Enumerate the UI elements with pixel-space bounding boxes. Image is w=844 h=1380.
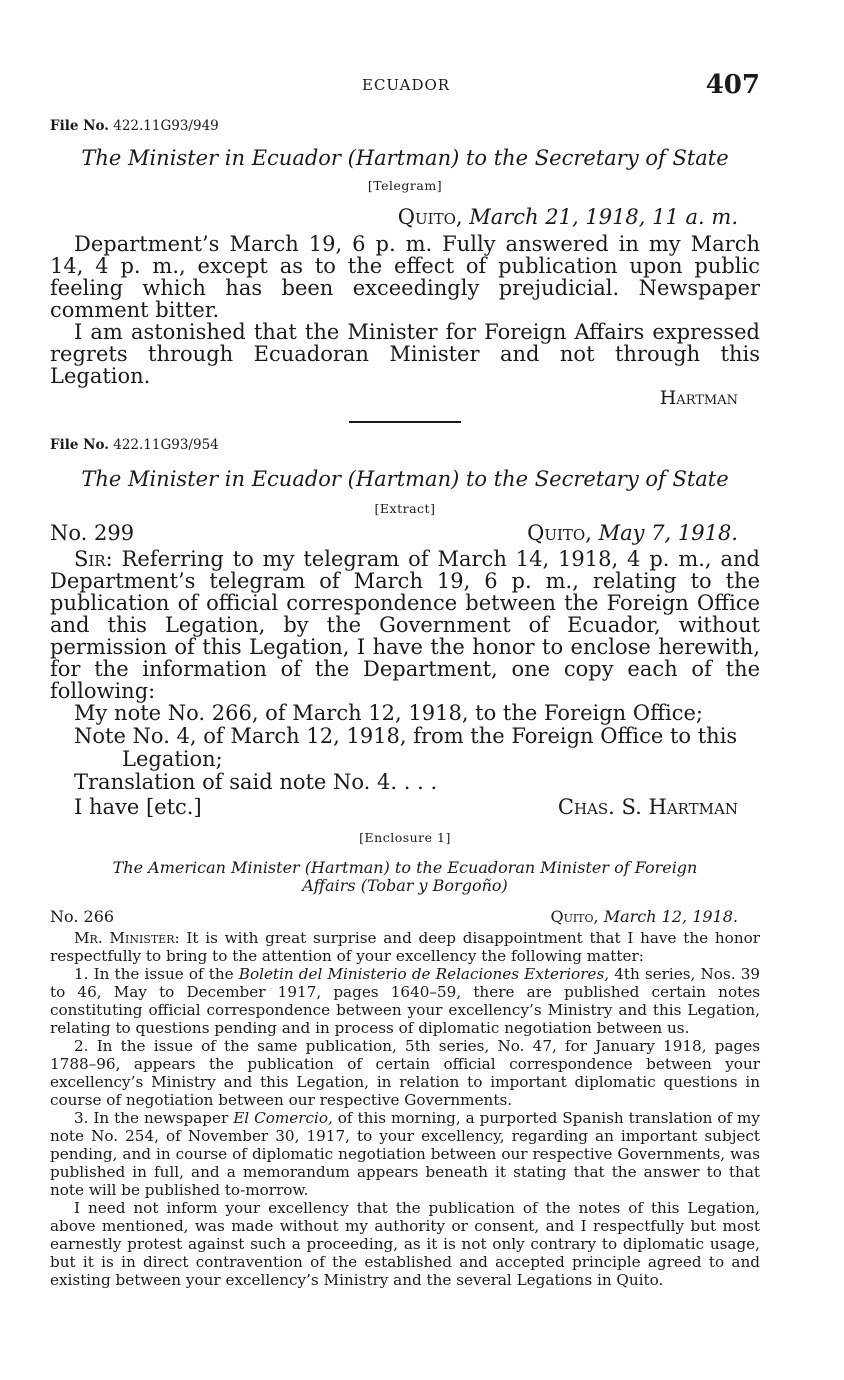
enclosure-heading-line: Affairs (Tobar y Borgoño) [302, 876, 508, 895]
signature-2: Chas. S. Hartman [557, 795, 738, 819]
signature-1: Hartman [659, 387, 738, 409]
enclosure-paragraph: I need not inform your excellency that the publication of the notes of this Legation, above mentioned, was made without my authority or consent, and I respectfully but most earnestly protest against such a proceeding, as it is not only contrary to diplomatic usage, but it is in direct contravention of the established and accepted principle agreed to and existing between your excellency’s Ministry and the several Legations in Quito. [50, 1199, 760, 1289]
enclosure-heading-line: The American Minister (Hartman) to the Ecuadoran Minister of Foreign [112, 858, 698, 877]
enclosure-intro: It is with great surprise and deep disappointment that I have the honor respectfully to bring to the attention of your excellency the following matter: [50, 929, 761, 965]
document-heading-2: The Minister in Ecuador (Hartman) to the Secretary of State [81, 467, 729, 491]
enclosure-paragraph: 2. In the issue of the same publication, 5th series, No. 47, for January 1918, pages 1788–96, appears the publication of certain official correspondence between your excellency’s Ministry and this Legation, in relation to important diplomatic questions in course of negotiation between our respective Governments. [50, 1037, 760, 1109]
enclosure-paragraph [50, 1109, 760, 1199]
file-number-value: 422.11G93/954 [113, 437, 219, 453]
dateline-1 [50, 205, 760, 229]
item-text: 3. In the newspaper [74, 1109, 229, 1127]
dispatch-text: Referring to my telegram of March 14, 1918, 4 p. m., and Department’s telegram of March 19, 6 p. m., relating to the publication of official correspondence between the Foreign Office and this Legation, by the Government of Ecuador, without permission of this Legation, I have the honor to enclose herewith, for the information of the Department, one copy each of the following: [50, 547, 760, 703]
page-number: 407 [705, 70, 760, 100]
newspaper-title: El Comercio, [233, 1109, 333, 1127]
publication-title: Boletin del Ministerio de Relaciones Exteriores, [238, 965, 610, 983]
dispatch-line [50, 520, 760, 546]
dateline-2 [527, 520, 738, 546]
file-number-value: 422.11G93/949 [113, 118, 219, 134]
running-title: ECUADOR [362, 76, 451, 94]
item-text: 1. In the issue of the [74, 965, 234, 983]
enclosure-heading [50, 859, 760, 895]
document-page [50, 70, 760, 1289]
dateline-place: Quito, [397, 205, 463, 229]
dateline-date: March 12, 1918. [603, 907, 738, 926]
enclosure-body [50, 929, 760, 1289]
enclosure-paragraph [50, 965, 760, 1037]
telegram-note: [Telegram] [367, 178, 443, 193]
extract-note: [Extract] [374, 501, 436, 516]
enclosure-salutation: Mr. Minister: [74, 929, 180, 947]
telegram-paragraph: Department’s March 19, 6 p. m. Fully answered in my March 14, 4 p. m., except as to the effect of publication upon public feeling which has been exceedingly prejudicial. Newspaper comment bitter. [50, 232, 760, 322]
enclosure-list-item: Translation of said note No. 4. . . . [74, 770, 438, 794]
file-label: File No. [50, 437, 109, 453]
document-heading-1: The Minister in Ecuador (Hartman) to the Secretary of State [81, 146, 729, 170]
telegram-paragraph: I am astonished that the Minister for Foreign Affairs expressed regrets through Ecuadoran Minister and not through this Legation. [50, 320, 760, 388]
enclosure-list-item: Note No. 4, of March 12, 1918, from the Foreign Office to this [74, 724, 738, 748]
dispatch-number: No. 299 [50, 521, 135, 545]
dateline-place: Quito, [550, 907, 599, 926]
enclosure-paragraph [50, 929, 760, 965]
item-text: 4th series, Nos. 39 to 46, May to December 1917, pages 1640–59, there are published certain notes constituting official correspondence between your excellency’s Ministry and this Legation, relating to questions pending and in process of diplomatic negotiation between us. [50, 965, 761, 1037]
closing-line [50, 794, 760, 820]
enclosure-number: No. 266 [50, 907, 115, 926]
dateline-date: March 21, 1918, 11 a. m. [469, 205, 738, 229]
page-header [50, 70, 760, 104]
file-number-1 [50, 118, 760, 134]
dispatch-paragraph [50, 548, 760, 702]
closing: I have [etc.] [74, 795, 202, 819]
file-label: File No. [50, 118, 109, 134]
dateline-place: Quito, [527, 521, 592, 545]
salutation: Sir: [74, 547, 113, 571]
telegram-body [50, 233, 760, 387]
file-number-2 [50, 437, 760, 453]
section-divider [349, 421, 461, 423]
item-text: of this morning, a purported Spanish translation of my note No. 254, of November 30, 1917, to your excellency, regarding an important subject pending, and in course of diplomatic negotiation between our respective Governments, was published in full, and a memorandum appears beneath it stating that the answer to that note will be published to-morrow. [50, 1109, 761, 1199]
enclosure-dispatch-line [50, 907, 760, 927]
enclosure-dateline [550, 907, 738, 927]
enclosure-label: [Enclosure 1] [359, 830, 451, 845]
enclosure-list-continuation: Legation; [122, 747, 223, 771]
dispatch-body [50, 548, 760, 702]
dateline-date: May 7, 1918. [598, 521, 738, 545]
enclosure-list-item: My note No. 266, of March 12, 1918, to the Foreign Office; [74, 701, 703, 725]
